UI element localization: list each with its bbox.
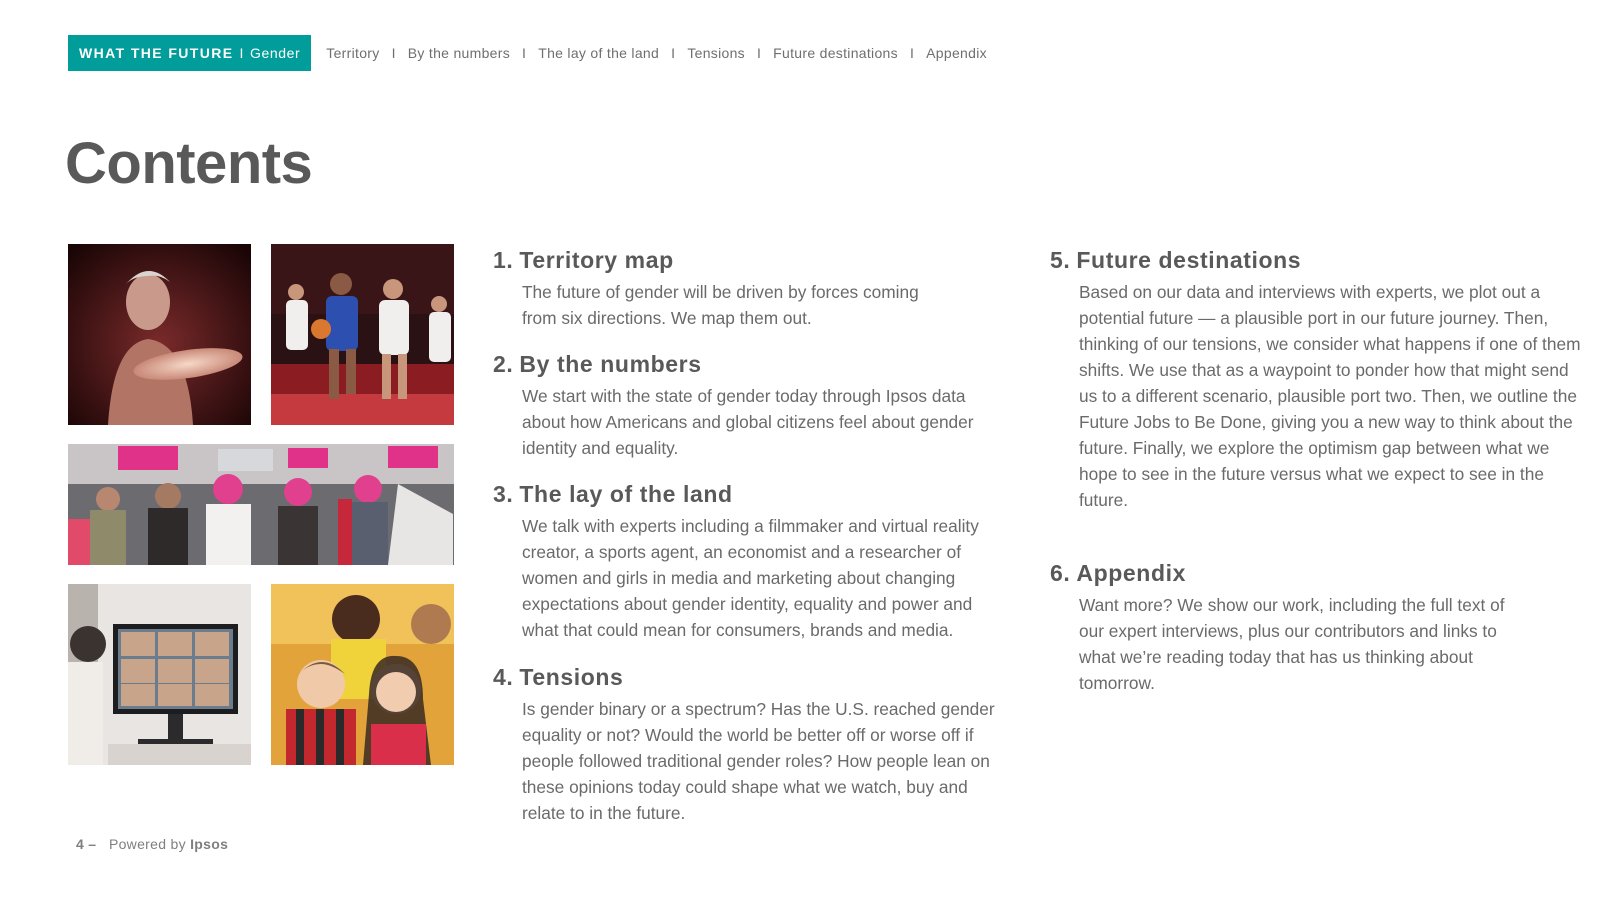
section-heading <box>493 247 1013 274</box>
section-title: By the numbers <box>519 351 702 377</box>
section-heading <box>1050 560 1595 587</box>
section-body: Based on our data and interviews with experts, we plot out a potential future — a plausible port in our future journey. Then, thinking of our tensions, we consider what happens if one of them shifts. We use that as a waypoint to ponder how that might send us to a different scenario, plausible port two. Then, we outline the Future Jobs to Be Done, giving you a new way to think about the future. Finally, we explore the optimism gap between what we hope to see in the future versus what we expect to see in the future. <box>1079 282 1581 510</box>
powered-by-label: Powered by <box>108 836 186 852</box>
badge-separator: I <box>239 45 244 61</box>
section-heading <box>493 351 1013 378</box>
photo-portrait <box>68 244 251 425</box>
section-number: 1. <box>493 247 514 273</box>
photo-basketball <box>271 244 454 425</box>
section-title: Future destinations <box>1076 247 1302 273</box>
top-bar <box>68 35 987 71</box>
section-appendix[interactable] <box>1050 560 1595 696</box>
report-badge[interactable] <box>68 35 311 71</box>
report-topic: Gender <box>250 45 301 61</box>
nav-future-destinations[interactable]: Future destinations <box>773 45 898 61</box>
nav-by-the-numbers[interactable]: By the numbers <box>407 45 511 61</box>
nav-territory[interactable]: Territory <box>326 45 380 61</box>
section-body: Want more? We show our work, including the full text of our expert interviews, plus our contributors and links to what we’re reading today that has us thinking about tomorrow. <box>1079 595 1505 693</box>
section-tensions[interactable] <box>493 664 1013 826</box>
section-title: The lay of the land <box>519 481 733 507</box>
section-heading <box>493 664 1013 691</box>
section-number: 4. <box>493 664 514 690</box>
section-number: 6. <box>1050 560 1071 586</box>
photo-friends <box>271 584 454 765</box>
section-heading <box>493 481 1013 508</box>
section-future-destinations[interactable] <box>1050 247 1595 513</box>
section-body: Is gender binary or a spectrum? Has the U.S. reached gender equality or not? Would the world be better off or worse off if people followed traditional gender roles? How people lean on these opinions today could shape what we watch, buy and relate to in the future. <box>522 699 995 823</box>
section-title: Tensions <box>519 664 624 690</box>
nav-separator: I <box>522 45 527 61</box>
section-by-the-numbers[interactable] <box>493 351 1013 461</box>
footer-brand: Ipsos <box>190 836 229 852</box>
nav-separator: I <box>391 45 396 61</box>
photo-video-call <box>68 584 251 765</box>
section-heading <box>1050 247 1595 274</box>
nav-appendix[interactable]: Appendix <box>926 45 987 61</box>
report-brand: WHAT THE FUTURE <box>79 45 234 61</box>
page-footer <box>76 836 228 852</box>
section-body: We talk with experts including a filmmaker and virtual reality creator, a sports agent, an economist and a researcher of women and girls in media and marketing about changing expectations about gender identity, equality and power and what that could mean for consumers, brands and media. <box>522 516 979 640</box>
section-lay-of-the-land[interactable] <box>493 481 1013 643</box>
nav-lay-of-the-land[interactable]: The lay of the land <box>538 45 660 61</box>
section-number: 3. <box>493 481 514 507</box>
section-number: 5. <box>1050 247 1071 273</box>
nav-separator: I <box>756 45 762 61</box>
nav-separator: I <box>909 45 915 61</box>
section-title: Appendix <box>1076 560 1186 586</box>
section-body: We start with the state of gender today through Ipsos data about how Americans and global citizens feel about gender identity and equality. <box>522 386 974 458</box>
page-number: 4 – <box>76 836 97 852</box>
page-title: Contents <box>65 131 313 196</box>
section-nav <box>326 45 987 61</box>
photo-march <box>68 444 454 565</box>
section-number: 2. <box>493 351 514 377</box>
nav-separator: I <box>671 45 676 61</box>
section-title: Territory map <box>519 247 674 273</box>
section-body: The future of gender will be driven by forces coming from six directions. We map them out. <box>522 282 919 328</box>
nav-tensions[interactable]: Tensions <box>687 45 745 61</box>
section-territory-map[interactable] <box>493 247 1013 331</box>
